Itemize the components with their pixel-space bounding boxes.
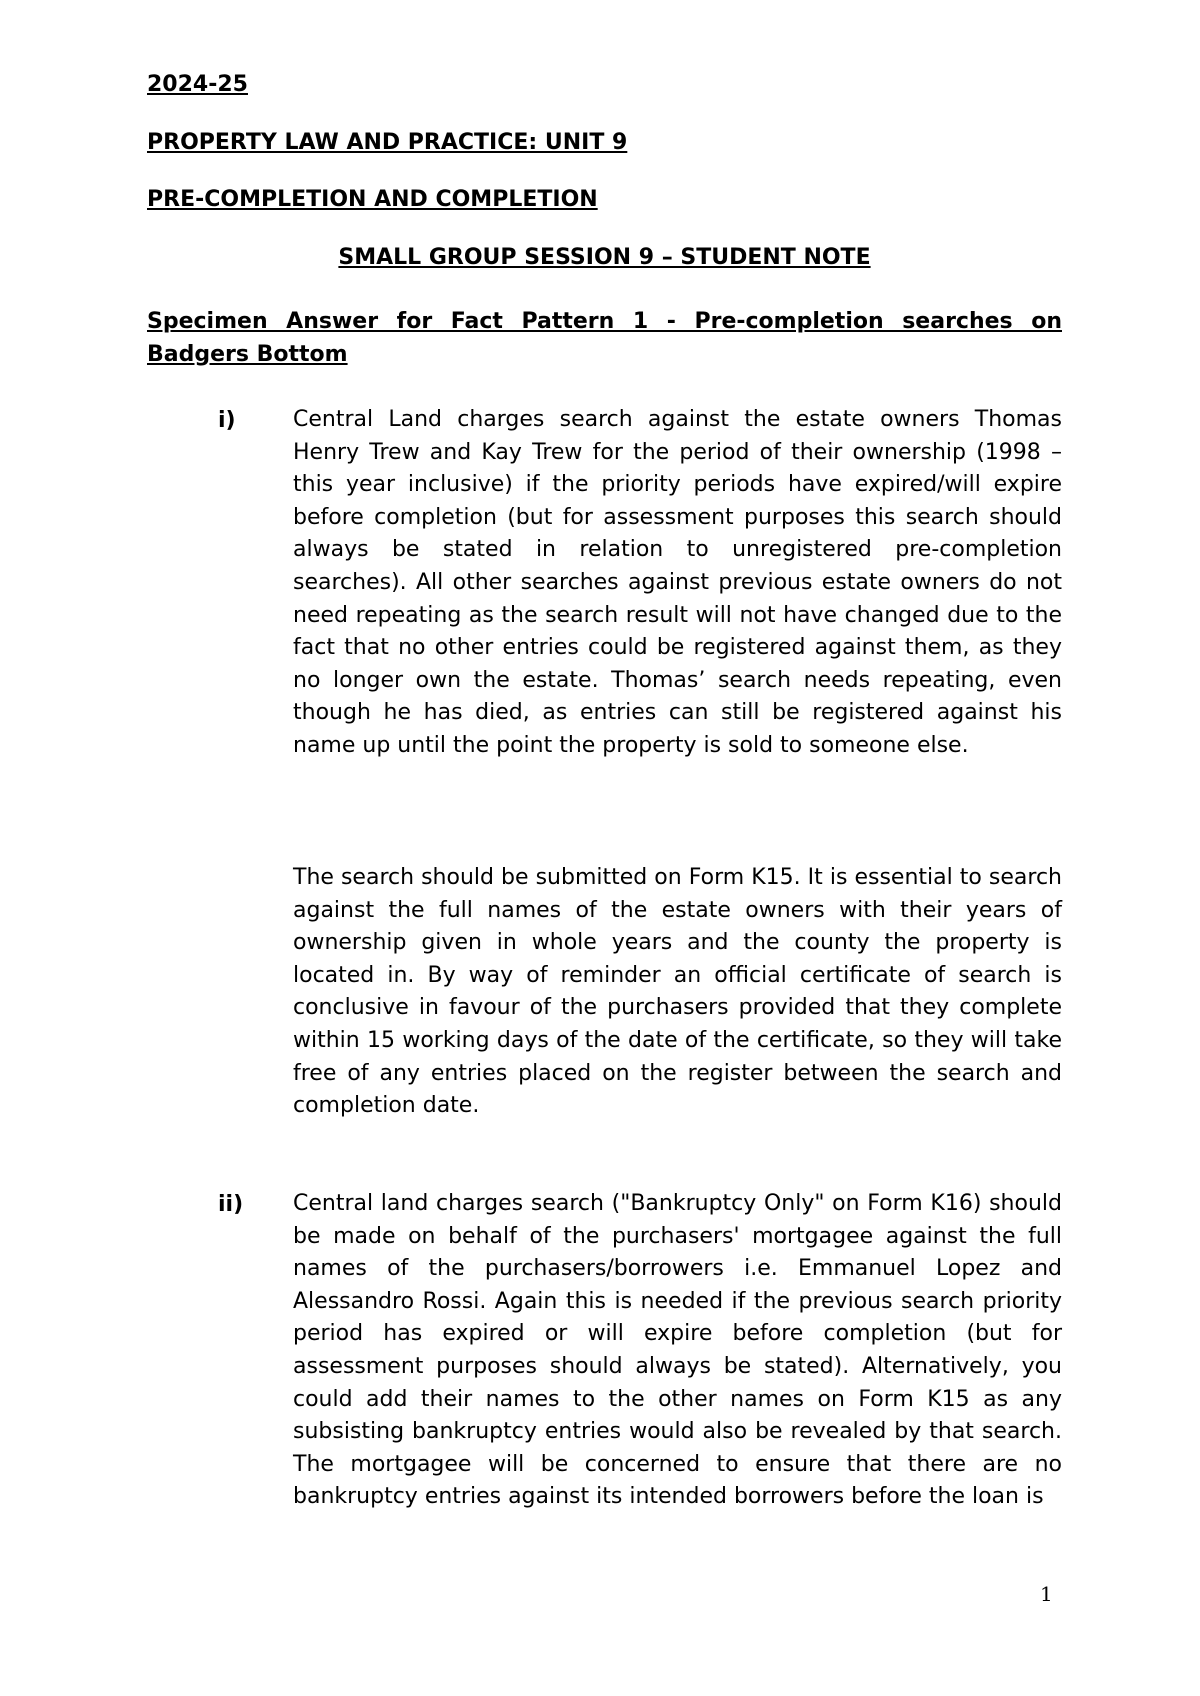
topic-title: PRE-COMPLETION AND COMPLETION (147, 187, 598, 212)
document-year: 2024-25 (147, 72, 248, 97)
item-ii-paragraph-1: Central land charges search ("Bankruptcy Only" on Form K16) should be made on behalf of the purchasers' mortgagee against the full names of the purchasers/borrowers i.e. Emmanuel Lopez and Alessandro Rossi. Again this is needed if the previous search priority period has expired or will expire before completion (but for assessment purposes should always be stated). Alternatively, you could add their names to the other names on Form K15 as any subsisting bankruptcy entries would also be revealed by that search. The mortgagee will be concerned to ensure that there are no bankruptcy entries against its intended borrowers before the loan is (293, 1191, 1062, 1510)
item-i-paragraph-2: The search should be submitted on Form K15. It is essential to search against the full names of the estate owners with their years of ownership given in whole years and the county the property is located in. By way of reminder an official certificate of search is conclusive in favour of the purchasers provided that they complete within 15 working days of the date of the certificate, so they will take free of any entries placed on the register between the search and completion date. (293, 865, 1062, 1119)
item-marker-i: i) (218, 408, 236, 433)
item-i-paragraph-1: Central Land charges search against the estate owners Thomas Henry Trew and Kay Trew for the period of their ownership (1998 – this year inclusive) if the priority periods have expired/will expire before completion (but for assessment purposes this search should always be stated in relation to unregistered pre-completion searches). All other searches against previous estate owners do not need repeating as the search result will not have changed due to the fact that no other entries could be registered against them, as they no longer own the estate. Thomas’ search needs repeating, even though he has died, as entries can still be registered against his name up until the point the property is sold to someone else. (293, 407, 1062, 758)
item-marker-ii: ii) (218, 1192, 244, 1217)
section-heading: Specimen Answer for Fact Pattern 1 - Pre-completion searches on Badgers Bottom (147, 309, 1062, 367)
page-number: 1 (1040, 1582, 1053, 1606)
course-unit-title: PROPERTY LAW AND PRACTICE: UNIT 9 (147, 130, 628, 155)
session-title: SMALL GROUP SESSION 9 – STUDENT NOTE (338, 245, 871, 270)
